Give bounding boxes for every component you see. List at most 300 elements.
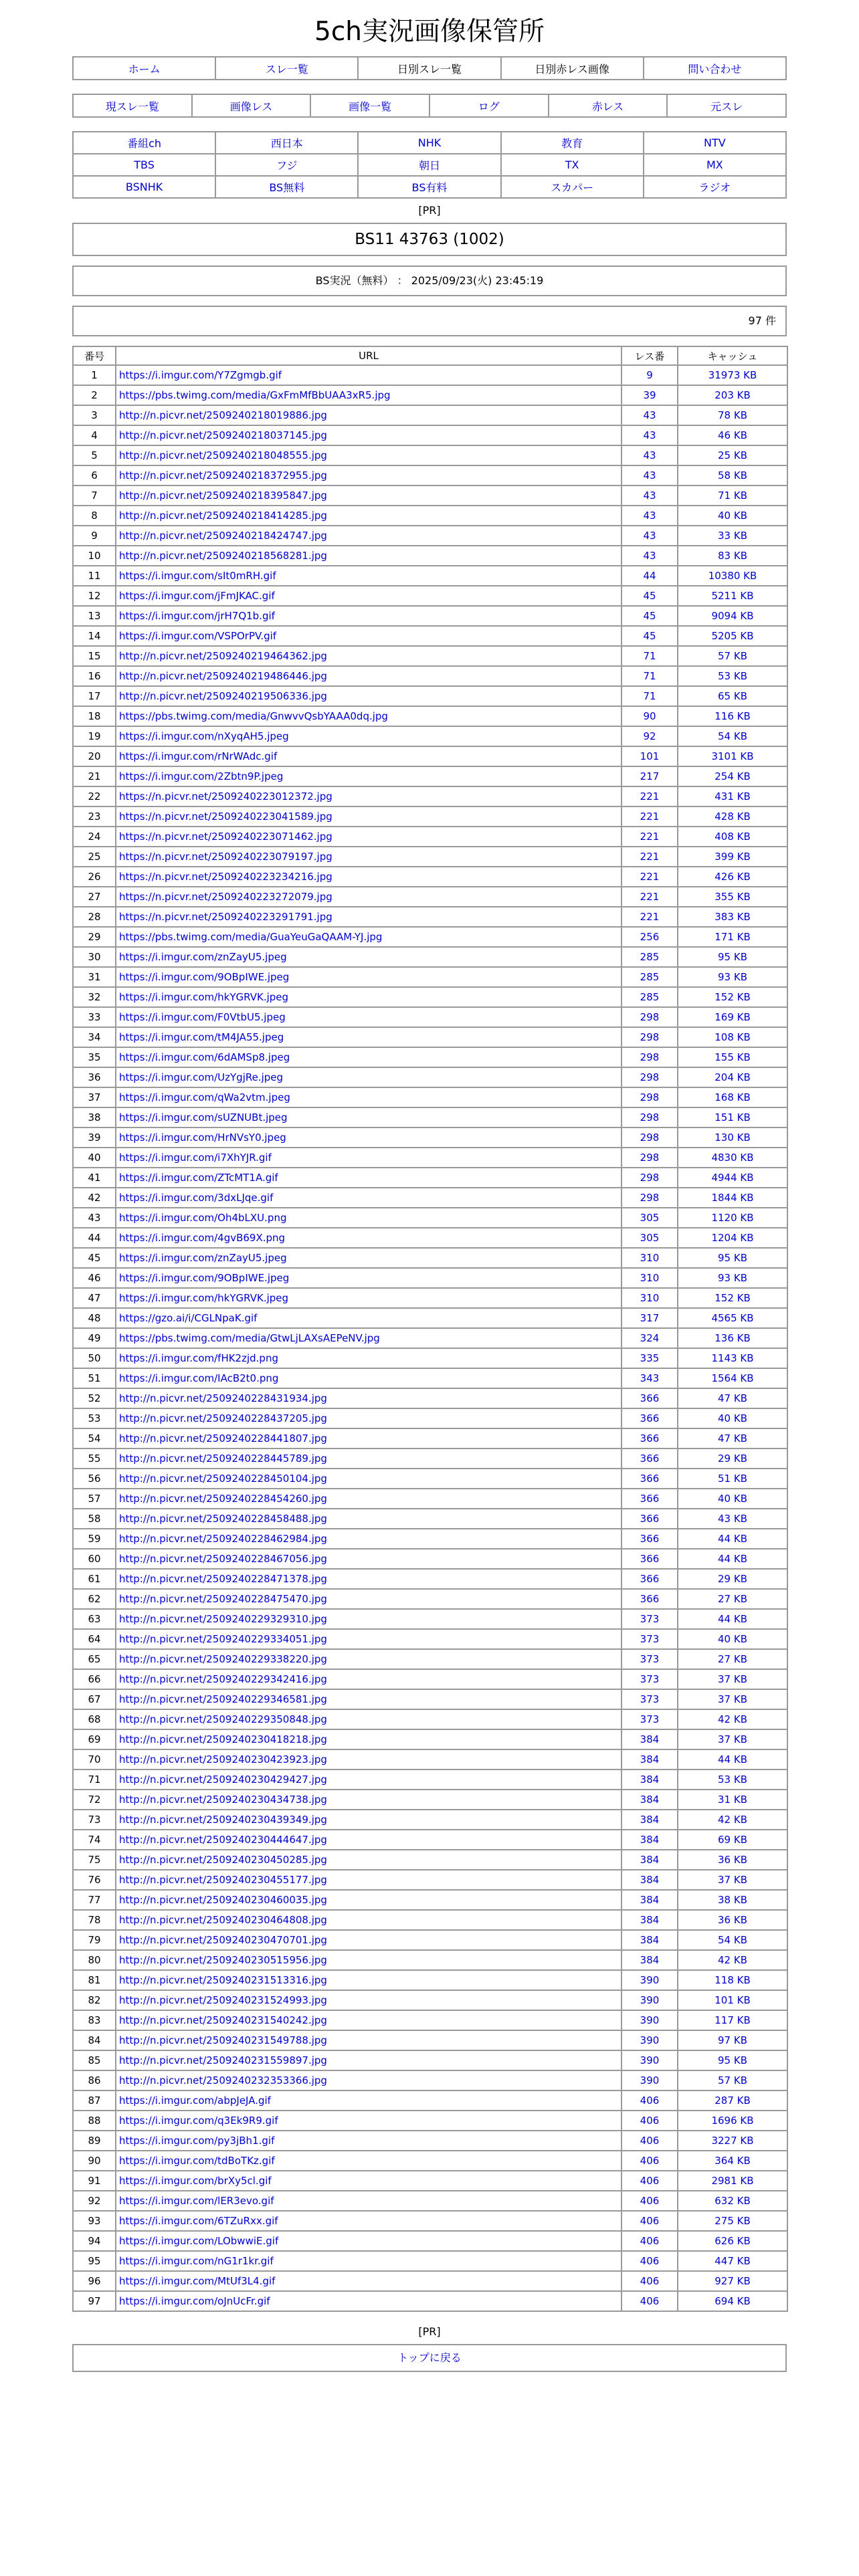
cache-size-link[interactable]: 254 KB <box>678 766 787 786</box>
cache-size-link[interactable]: 29 KB <box>678 1569 787 1589</box>
res-number-link[interactable]: 71 <box>622 646 678 666</box>
cache-size-link[interactable]: 5205 KB <box>678 626 787 646</box>
res-number-link[interactable]: 298 <box>622 1188 678 1208</box>
res-number-link[interactable]: 390 <box>622 2030 678 2050</box>
cache-size-link[interactable]: 31 KB <box>678 1790 787 1810</box>
cache-size-link[interactable]: 155 KB <box>678 1047 787 1067</box>
image-url-link[interactable]: https://i.imgur.com/Y7Zgmgb.gif <box>119 369 282 381</box>
cache-size-link[interactable]: 83 KB <box>678 546 787 566</box>
res-number-link[interactable]: 390 <box>622 2010 678 2030</box>
res-number-link[interactable]: 384 <box>622 1729 678 1749</box>
res-number-link[interactable]: 366 <box>622 1549 678 1569</box>
image-url-link[interactable]: https://n.picvr.net/2509240223071462.jpg <box>119 831 332 843</box>
res-number-link[interactable]: 384 <box>622 1890 678 1910</box>
res-number-link[interactable]: 298 <box>622 1027 678 1047</box>
cache-size-link[interactable]: 364 KB <box>678 2151 787 2171</box>
image-url-link[interactable]: http://n.picvr.net/2509240231540242.jpg <box>119 2014 327 2026</box>
res-number-link[interactable]: 305 <box>622 1228 678 1248</box>
cache-size-link[interactable]: 29 KB <box>678 1448 787 1469</box>
cache-size-link[interactable]: 44 KB <box>678 1529 787 1549</box>
cache-size-link[interactable]: 43 KB <box>678 1509 787 1529</box>
res-number-link[interactable]: 43 <box>622 465 678 486</box>
cache-size-link[interactable]: 40 KB <box>678 1408 787 1428</box>
res-number-link[interactable]: 390 <box>622 1970 678 1990</box>
image-url-link[interactable]: http://n.picvr.net/2509240228454260.jpg <box>119 1493 327 1505</box>
res-number-link[interactable]: 221 <box>622 887 678 907</box>
res-number-link[interactable]: 298 <box>622 1148 678 1168</box>
cache-size-link[interactable]: 632 KB <box>678 2191 787 2211</box>
cache-size-link[interactable]: 95 KB <box>678 2050 787 2070</box>
res-number-link[interactable]: 384 <box>622 1769 678 1790</box>
res-number-link[interactable]: 366 <box>622 1529 678 1549</box>
image-url-link[interactable]: http://n.picvr.net/2509240230439349.jpg <box>119 1814 327 1826</box>
res-number-link[interactable]: 384 <box>622 1930 678 1950</box>
cache-size-link[interactable]: 54 KB <box>678 1930 787 1950</box>
cache-size-link[interactable]: 151 KB <box>678 1107 787 1128</box>
res-number-link[interactable]: 373 <box>622 1609 678 1629</box>
image-url-link[interactable]: http://n.picvr.net/2509240229329310.jpg <box>119 1613 327 1625</box>
cache-size-link[interactable]: 38 KB <box>678 1890 787 1910</box>
image-url-link[interactable]: http://n.picvr.net/2509240230429427.jpg <box>119 1774 327 1786</box>
channel-link[interactable]: TX <box>565 158 579 171</box>
res-number-link[interactable]: 406 <box>622 2191 678 2211</box>
image-url-link[interactable]: https://i.imgur.com/rNrWAdc.gif <box>119 750 278 762</box>
cache-size-link[interactable]: 51 KB <box>678 1469 787 1489</box>
res-number-link[interactable]: 221 <box>622 847 678 867</box>
image-url-link[interactable]: https://i.imgur.com/MtUf3L4.gif <box>119 2275 276 2287</box>
res-number-link[interactable]: 71 <box>622 666 678 686</box>
res-number-link[interactable]: 366 <box>622 1469 678 1489</box>
image-url-link[interactable]: https://i.imgur.com/jFmJKAC.gif <box>119 590 275 602</box>
cache-size-link[interactable]: 4565 KB <box>678 1308 787 1328</box>
channel-link[interactable]: BSNHK <box>125 181 163 193</box>
image-url-link[interactable]: https://pbs.twimg.com/media/GxFmMfBbUAA3xR5.jpg <box>119 389 391 401</box>
cache-size-link[interactable]: 42 KB <box>678 1950 787 1970</box>
image-url-link[interactable]: https://n.picvr.net/2509240223041589.jpg <box>119 811 332 823</box>
image-url-link[interactable]: http://n.picvr.net/2509240230423923.jpg <box>119 1753 327 1765</box>
image-url-link[interactable]: https://n.picvr.net/2509240223079197.jpg <box>119 851 332 863</box>
cache-size-link[interactable]: 5211 KB <box>678 586 787 606</box>
cache-size-link[interactable]: 40 KB <box>678 1629 787 1649</box>
res-number-link[interactable]: 384 <box>622 1810 678 1830</box>
image-url-link[interactable]: http://n.picvr.net/2509240218048555.jpg <box>119 449 327 461</box>
image-url-link[interactable]: https://i.imgur.com/VSPOrPV.gif <box>119 630 277 642</box>
res-number-link[interactable]: 324 <box>622 1328 678 1348</box>
image-url-link[interactable]: http://n.picvr.net/2509240232353366.jpg <box>119 2074 327 2086</box>
image-url-link[interactable]: https://i.imgur.com/UzYgjRe.jpeg <box>119 1071 284 1083</box>
cache-size-link[interactable]: 95 KB <box>678 1248 787 1268</box>
cache-size-link[interactable]: 42 KB <box>678 1810 787 1830</box>
cache-size-link[interactable]: 1696 KB <box>678 2111 787 2131</box>
res-number-link[interactable]: 384 <box>622 1950 678 1970</box>
cache-size-link[interactable]: 130 KB <box>678 1128 787 1148</box>
image-url-link[interactable]: https://n.picvr.net/2509240223291791.jpg <box>119 911 332 923</box>
image-url-link[interactable]: http://n.picvr.net/2509240230450285.jpg <box>119 1854 327 1866</box>
image-url-link[interactable]: https://i.imgur.com/znZayU5.jpeg <box>119 1252 287 1264</box>
res-number-link[interactable]: 390 <box>622 1990 678 2010</box>
res-number-link[interactable]: 366 <box>622 1589 678 1609</box>
cache-size-link[interactable]: 1143 KB <box>678 1348 787 1368</box>
image-url-link[interactable]: http://n.picvr.net/2509240230464808.jpg <box>119 1914 327 1926</box>
cache-size-link[interactable]: 71 KB <box>678 486 787 506</box>
current-thread-list-link[interactable]: 現スレ一覧 <box>105 100 159 113</box>
image-url-link[interactable]: https://i.imgur.com/lER3evo.gif <box>119 2195 274 2207</box>
image-url-link[interactable]: https://i.imgur.com/hkYGRVK.jpeg <box>119 1292 289 1304</box>
cache-size-link[interactable]: 399 KB <box>678 847 787 867</box>
image-url-link[interactable]: https://i.imgur.com/tdBoTKz.gif <box>119 2155 275 2167</box>
image-res-link[interactable]: 画像レス <box>229 100 273 113</box>
res-number-link[interactable]: 310 <box>622 1288 678 1308</box>
cache-size-link[interactable]: 37 KB <box>678 1870 787 1890</box>
res-number-link[interactable]: 45 <box>622 626 678 646</box>
res-number-link[interactable]: 384 <box>622 1910 678 1930</box>
image-url-link[interactable]: http://n.picvr.net/2509240228437205.jpg <box>119 1412 327 1424</box>
back-to-top-link[interactable]: トップに戻る <box>397 2351 462 2364</box>
image-url-link[interactable]: https://pbs.twimg.com/media/GtwLjLAXsAEPeNV.jpg <box>119 1332 380 1344</box>
res-number-link[interactable]: 317 <box>622 1308 678 1328</box>
cache-size-link[interactable]: 275 KB <box>678 2211 787 2231</box>
res-number-link[interactable]: 406 <box>622 2131 678 2151</box>
image-url-link[interactable]: https://i.imgur.com/4gvB69X.png <box>119 1232 286 1244</box>
cache-size-link[interactable]: 78 KB <box>678 405 787 425</box>
cache-size-link[interactable]: 25 KB <box>678 445 787 465</box>
nav-contact-link[interactable]: 問い合わせ <box>688 62 742 76</box>
res-number-link[interactable]: 406 <box>622 2291 678 2311</box>
image-url-link[interactable]: http://n.picvr.net/2509240228467056.jpg <box>119 1553 327 1565</box>
image-url-link[interactable]: https://i.imgur.com/F0VtbU5.jpeg <box>119 1011 286 1023</box>
res-number-link[interactable]: 221 <box>622 827 678 847</box>
res-number-link[interactable]: 298 <box>622 1087 678 1107</box>
res-number-link[interactable]: 9 <box>622 365 678 385</box>
cache-size-link[interactable]: 428 KB <box>678 807 787 827</box>
image-url-link[interactable]: http://n.picvr.net/2509240231524993.jpg <box>119 1994 327 2006</box>
cache-size-link[interactable]: 626 KB <box>678 2231 787 2251</box>
image-url-link[interactable]: http://n.picvr.net/2509240229346581.jpg <box>119 1693 327 1705</box>
image-url-link[interactable]: http://n.picvr.net/2509240218414285.jpg <box>119 510 327 522</box>
cache-size-link[interactable]: 1844 KB <box>678 1188 787 1208</box>
res-number-link[interactable]: 256 <box>622 927 678 947</box>
image-url-link[interactable]: https://i.imgur.com/oJnUcFr.gif <box>119 2295 270 2307</box>
channel-link[interactable]: フジ <box>276 159 298 172</box>
res-number-link[interactable]: 221 <box>622 786 678 807</box>
cache-size-link[interactable]: 108 KB <box>678 1027 787 1047</box>
channel-link[interactable]: スカパー <box>551 181 594 194</box>
res-number-link[interactable]: 305 <box>622 1208 678 1228</box>
image-url-link[interactable]: https://i.imgur.com/qWa2vtm.jpeg <box>119 1091 290 1103</box>
res-number-link[interactable]: 221 <box>622 807 678 827</box>
image-url-link[interactable]: http://n.picvr.net/2509240228458488.jpg <box>119 1513 327 1525</box>
res-number-link[interactable]: 43 <box>622 546 678 566</box>
image-url-link[interactable]: http://n.picvr.net/2509240230418218.jpg <box>119 1733 327 1745</box>
cache-size-link[interactable]: 65 KB <box>678 686 787 706</box>
image-url-link[interactable]: http://n.picvr.net/2509240231513316.jpg <box>119 1974 327 1986</box>
res-number-link[interactable]: 71 <box>622 686 678 706</box>
cache-size-link[interactable]: 152 KB <box>678 987 787 1007</box>
image-url-link[interactable]: http://n.picvr.net/2509240228441807.jpg <box>119 1432 327 1444</box>
cache-size-link[interactable]: 426 KB <box>678 867 787 887</box>
image-url-link[interactable]: http://n.picvr.net/2509240228471378.jpg <box>119 1573 327 1585</box>
image-url-link[interactable]: https://i.imgur.com/tM4JA55.jpeg <box>119 1031 284 1043</box>
cache-size-link[interactable]: 31973 KB <box>678 365 787 385</box>
image-url-link[interactable]: https://gzo.ai/i/CGLNpaK.gif <box>119 1312 258 1324</box>
res-number-link[interactable]: 384 <box>622 1790 678 1810</box>
res-number-link[interactable]: 406 <box>622 2251 678 2271</box>
cache-size-link[interactable]: 57 KB <box>678 646 787 666</box>
res-number-link[interactable]: 373 <box>622 1709 678 1729</box>
image-url-link[interactable]: http://n.picvr.net/2509240218019886.jpg <box>119 409 327 421</box>
res-number-link[interactable]: 373 <box>622 1669 678 1689</box>
cache-size-link[interactable]: 44 KB <box>678 1549 787 1569</box>
res-number-link[interactable]: 44 <box>622 566 678 586</box>
channel-link[interactable]: BS無料 <box>269 181 305 194</box>
res-number-link[interactable]: 310 <box>622 1268 678 1288</box>
image-url-link[interactable]: http://n.picvr.net/2509240230434738.jpg <box>119 1794 327 1806</box>
image-url-link[interactable]: http://n.picvr.net/2509240219506336.jpg <box>119 690 327 702</box>
image-url-link[interactable]: http://n.picvr.net/2509240231559897.jpg <box>119 2054 327 2066</box>
res-number-link[interactable]: 298 <box>622 1107 678 1128</box>
res-number-link[interactable]: 406 <box>622 2111 678 2131</box>
image-url-link[interactable]: https://i.imgur.com/hkYGRVK.jpeg <box>119 991 289 1003</box>
cache-size-link[interactable]: 287 KB <box>678 2090 787 2111</box>
image-url-link[interactable]: http://n.picvr.net/2509240229350848.jpg <box>119 1713 327 1725</box>
image-url-link[interactable]: https://i.imgur.com/2Zbtn9P.jpeg <box>119 770 284 782</box>
cache-size-link[interactable]: 383 KB <box>678 907 787 927</box>
image-url-link[interactable]: http://n.picvr.net/2509240230444647.jpg <box>119 1834 327 1846</box>
cache-size-link[interactable]: 54 KB <box>678 726 787 746</box>
image-url-link[interactable]: https://i.imgur.com/abpJeJA.gif <box>119 2095 271 2107</box>
res-number-link[interactable]: 373 <box>622 1649 678 1669</box>
res-number-link[interactable]: 221 <box>622 867 678 887</box>
res-number-link[interactable]: 384 <box>622 1850 678 1870</box>
original-thread-link[interactable]: 元スレ <box>710 100 743 113</box>
res-number-link[interactable]: 384 <box>622 1749 678 1769</box>
res-number-link[interactable]: 406 <box>622 2231 678 2251</box>
image-url-link[interactable]: https://i.imgur.com/Oh4bLXU.png <box>119 1212 287 1224</box>
image-url-link[interactable]: http://n.picvr.net/2509240230470701.jpg <box>119 1934 327 1946</box>
image-url-link[interactable]: https://i.imgur.com/IAcB2t0.png <box>119 1372 279 1384</box>
res-number-link[interactable]: 101 <box>622 746 678 766</box>
image-url-link[interactable]: https://i.imgur.com/nXyqAH5.jpeg <box>119 730 289 742</box>
image-url-link[interactable]: http://n.picvr.net/2509240228475470.jpg <box>119 1593 327 1605</box>
res-number-link[interactable]: 298 <box>622 1067 678 1087</box>
image-url-link[interactable]: https://i.imgur.com/ZTcMT1A.gif <box>119 1172 278 1184</box>
image-url-link[interactable]: https://i.imgur.com/6dAMSp8.jpeg <box>119 1051 290 1063</box>
res-number-link[interactable]: 298 <box>622 1128 678 1148</box>
cache-size-link[interactable]: 27 KB <box>678 1589 787 1609</box>
res-number-link[interactable]: 390 <box>622 2050 678 2070</box>
res-number-link[interactable]: 285 <box>622 947 678 967</box>
image-url-link[interactable]: http://n.picvr.net/2509240228450104.jpg <box>119 1473 327 1485</box>
res-number-link[interactable]: 39 <box>622 385 678 405</box>
image-url-link[interactable]: https://i.imgur.com/HrNVsY0.jpeg <box>119 1132 286 1144</box>
image-url-link[interactable]: http://n.picvr.net/2509240229334051.jpg <box>119 1633 327 1645</box>
res-number-link[interactable]: 406 <box>622 2211 678 2231</box>
cache-size-link[interactable]: 93 KB <box>678 1268 787 1288</box>
image-url-link[interactable]: https://i.imgur.com/3dxLJqe.gif <box>119 1192 274 1204</box>
res-number-link[interactable]: 406 <box>622 2090 678 2111</box>
image-url-link[interactable]: http://n.picvr.net/2509240228445789.jpg <box>119 1453 327 1465</box>
res-number-link[interactable]: 45 <box>622 586 678 606</box>
cache-size-link[interactable]: 117 KB <box>678 2010 787 2030</box>
res-number-link[interactable]: 366 <box>622 1428 678 1448</box>
nav-thread-list-link[interactable]: スレ一覧 <box>265 62 308 76</box>
cache-size-link[interactable]: 44 KB <box>678 1609 787 1629</box>
image-url-link[interactable]: https://i.imgur.com/nG1r1kr.gif <box>119 2255 274 2267</box>
cache-size-link[interactable]: 4830 KB <box>678 1148 787 1168</box>
red-res-link[interactable]: 赤レス <box>591 100 624 113</box>
image-url-link[interactable]: https://i.imgur.com/znZayU5.jpeg <box>119 951 287 963</box>
cache-size-link[interactable]: 408 KB <box>678 827 787 847</box>
res-number-link[interactable]: 298 <box>622 1047 678 1067</box>
image-url-link[interactable]: http://n.picvr.net/2509240231549788.jpg <box>119 2034 327 2046</box>
cache-size-link[interactable]: 136 KB <box>678 1328 787 1348</box>
image-url-link[interactable]: https://i.imgur.com/i7XhYJR.gif <box>119 1152 272 1164</box>
res-number-link[interactable]: 43 <box>622 526 678 546</box>
image-url-link[interactable]: http://n.picvr.net/2509240219464362.jpg <box>119 650 327 662</box>
cache-size-link[interactable]: 118 KB <box>678 1970 787 1990</box>
cache-size-link[interactable]: 69 KB <box>678 1830 787 1850</box>
res-number-link[interactable]: 43 <box>622 425 678 445</box>
channel-link[interactable]: BS有料 <box>411 181 448 194</box>
cache-size-link[interactable]: 927 KB <box>678 2271 787 2291</box>
image-url-link[interactable]: https://i.imgur.com/sUZNUBt.jpeg <box>119 1111 288 1123</box>
image-url-link[interactable]: http://n.picvr.net/2509240218568281.jpg <box>119 550 327 562</box>
cache-size-link[interactable]: 101 KB <box>678 1990 787 2010</box>
res-number-link[interactable]: 285 <box>622 967 678 987</box>
res-number-link[interactable]: 298 <box>622 1168 678 1188</box>
channel-link[interactable]: TBS <box>134 158 155 171</box>
image-url-link[interactable]: http://n.picvr.net/2509240229338220.jpg <box>119 1653 327 1665</box>
res-number-link[interactable]: 217 <box>622 766 678 786</box>
cache-size-link[interactable]: 53 KB <box>678 1769 787 1790</box>
cache-size-link[interactable]: 169 KB <box>678 1007 787 1027</box>
cache-size-link[interactable]: 37 KB <box>678 1689 787 1709</box>
image-url-link[interactable]: https://pbs.twimg.com/media/GuaYeuGaQAAM-YJ.jpg <box>119 931 383 943</box>
cache-size-link[interactable]: 40 KB <box>678 1489 787 1509</box>
res-number-link[interactable]: 43 <box>622 506 678 526</box>
cache-size-link[interactable]: 47 KB <box>678 1388 787 1408</box>
image-url-link[interactable]: http://n.picvr.net/2509240228431934.jpg <box>119 1392 327 1404</box>
cache-size-link[interactable]: 355 KB <box>678 887 787 907</box>
res-number-link[interactable]: 384 <box>622 1830 678 1850</box>
channel-link[interactable]: MX <box>706 158 723 171</box>
res-number-link[interactable]: 366 <box>622 1489 678 1509</box>
cache-size-link[interactable]: 447 KB <box>678 2251 787 2271</box>
res-number-link[interactable]: 366 <box>622 1509 678 1529</box>
cache-size-link[interactable]: 1120 KB <box>678 1208 787 1228</box>
log-link[interactable]: ログ <box>478 100 500 113</box>
res-number-link[interactable]: 298 <box>622 1007 678 1027</box>
cache-size-link[interactable]: 37 KB <box>678 1729 787 1749</box>
res-number-link[interactable]: 343 <box>622 1368 678 1388</box>
cache-size-link[interactable]: 36 KB <box>678 1910 787 1930</box>
res-number-link[interactable]: 390 <box>622 2070 678 2090</box>
cache-size-link[interactable]: 97 KB <box>678 2030 787 2050</box>
channel-link[interactable]: 番組ch <box>127 137 162 150</box>
res-number-link[interactable]: 221 <box>622 907 678 927</box>
cache-size-link[interactable]: 53 KB <box>678 666 787 686</box>
image-url-link[interactable]: https://pbs.twimg.com/media/GnwvvQsbYAAA0dq.jpg <box>119 710 388 722</box>
res-number-link[interactable]: 92 <box>622 726 678 746</box>
cache-size-link[interactable]: 40 KB <box>678 506 787 526</box>
cache-size-link[interactable]: 44 KB <box>678 1749 787 1769</box>
image-url-link[interactable]: https://i.imgur.com/LObwwiE.gif <box>119 2235 279 2247</box>
image-url-link[interactable]: https://i.imgur.com/9OBpIWE.jpeg <box>119 1272 290 1284</box>
image-url-link[interactable]: https://i.imgur.com/9OBpIWE.jpeg <box>119 971 290 983</box>
image-list-link[interactable]: 画像一覧 <box>349 100 392 113</box>
res-number-link[interactable]: 45 <box>622 606 678 626</box>
res-number-link[interactable]: 335 <box>622 1348 678 1368</box>
cache-size-link[interactable]: 204 KB <box>678 1067 787 1087</box>
image-url-link[interactable]: https://n.picvr.net/2509240223012372.jpg <box>119 790 332 802</box>
image-url-link[interactable]: http://n.picvr.net/2509240230460035.jpg <box>119 1894 327 1906</box>
cache-size-link[interactable]: 36 KB <box>678 1850 787 1870</box>
cache-size-link[interactable]: 9094 KB <box>678 606 787 626</box>
cache-size-link[interactable]: 1564 KB <box>678 1368 787 1388</box>
channel-link[interactable]: 教育 <box>561 137 583 150</box>
image-url-link[interactable]: http://n.picvr.net/2509240230515956.jpg <box>119 1954 327 1966</box>
res-number-link[interactable]: 373 <box>622 1629 678 1649</box>
res-number-link[interactable]: 384 <box>622 1870 678 1890</box>
res-number-link[interactable]: 366 <box>622 1408 678 1428</box>
res-number-link[interactable]: 90 <box>622 706 678 726</box>
cache-size-link[interactable]: 42 KB <box>678 1709 787 1729</box>
cache-size-link[interactable]: 93 KB <box>678 967 787 987</box>
res-number-link[interactable]: 366 <box>622 1388 678 1408</box>
cache-size-link[interactable]: 431 KB <box>678 786 787 807</box>
cache-size-link[interactable]: 152 KB <box>678 1288 787 1308</box>
channel-link[interactable]: ラジオ <box>698 181 731 194</box>
res-number-link[interactable]: 366 <box>622 1569 678 1589</box>
res-number-link[interactable]: 406 <box>622 2171 678 2191</box>
cache-size-link[interactable]: 168 KB <box>678 1087 787 1107</box>
cache-size-link[interactable]: 4944 KB <box>678 1168 787 1188</box>
cache-size-link[interactable]: 95 KB <box>678 947 787 967</box>
image-url-link[interactable]: https://i.imgur.com/brXy5cl.gif <box>119 2175 272 2187</box>
image-url-link[interactable]: http://n.picvr.net/2509240218395847.jpg <box>119 490 327 502</box>
cache-size-link[interactable]: 27 KB <box>678 1649 787 1669</box>
cache-size-link[interactable]: 203 KB <box>678 385 787 405</box>
nav-home-link[interactable]: ホーム <box>128 62 161 76</box>
res-number-link[interactable]: 310 <box>622 1248 678 1268</box>
cache-size-link[interactable]: 3101 KB <box>678 746 787 766</box>
image-url-link[interactable]: http://n.picvr.net/2509240230455177.jpg <box>119 1874 327 1886</box>
image-url-link[interactable]: http://n.picvr.net/2509240229342416.jpg <box>119 1673 327 1685</box>
image-url-link[interactable]: https://n.picvr.net/2509240223234216.jpg <box>119 871 332 883</box>
image-url-link[interactable]: https://i.imgur.com/fHK2zjd.png <box>119 1352 278 1364</box>
image-url-link[interactable]: http://n.picvr.net/2509240228462984.jpg <box>119 1533 327 1545</box>
channel-link[interactable]: 朝日 <box>418 159 440 172</box>
res-number-link[interactable]: 43 <box>622 486 678 506</box>
res-number-link[interactable]: 285 <box>622 987 678 1007</box>
image-url-link[interactable]: https://i.imgur.com/jrH7Q1b.gif <box>119 610 275 622</box>
cache-size-link[interactable]: 10380 KB <box>678 566 787 586</box>
cache-size-link[interactable]: 46 KB <box>678 425 787 445</box>
image-url-link[interactable]: http://n.picvr.net/2509240218037145.jpg <box>119 429 327 441</box>
image-url-link[interactable]: https://i.imgur.com/q3Ek9R9.gif <box>119 2115 278 2127</box>
cache-size-link[interactable]: 694 KB <box>678 2291 787 2311</box>
res-number-link[interactable]: 406 <box>622 2271 678 2291</box>
image-url-link[interactable]: http://n.picvr.net/2509240219486446.jpg <box>119 670 327 682</box>
res-number-link[interactable]: 373 <box>622 1689 678 1709</box>
image-url-link[interactable]: http://n.picvr.net/2509240218372955.jpg <box>119 469 327 481</box>
image-url-link[interactable]: https://i.imgur.com/6TZuRxx.gif <box>119 2215 278 2227</box>
channel-link[interactable]: NHK <box>417 136 442 149</box>
channel-link[interactable]: 西日本 <box>270 137 303 150</box>
cache-size-link[interactable]: 2981 KB <box>678 2171 787 2191</box>
cache-size-link[interactable]: 116 KB <box>678 706 787 726</box>
image-url-link[interactable]: https://n.picvr.net/2509240223272079.jpg <box>119 891 332 903</box>
